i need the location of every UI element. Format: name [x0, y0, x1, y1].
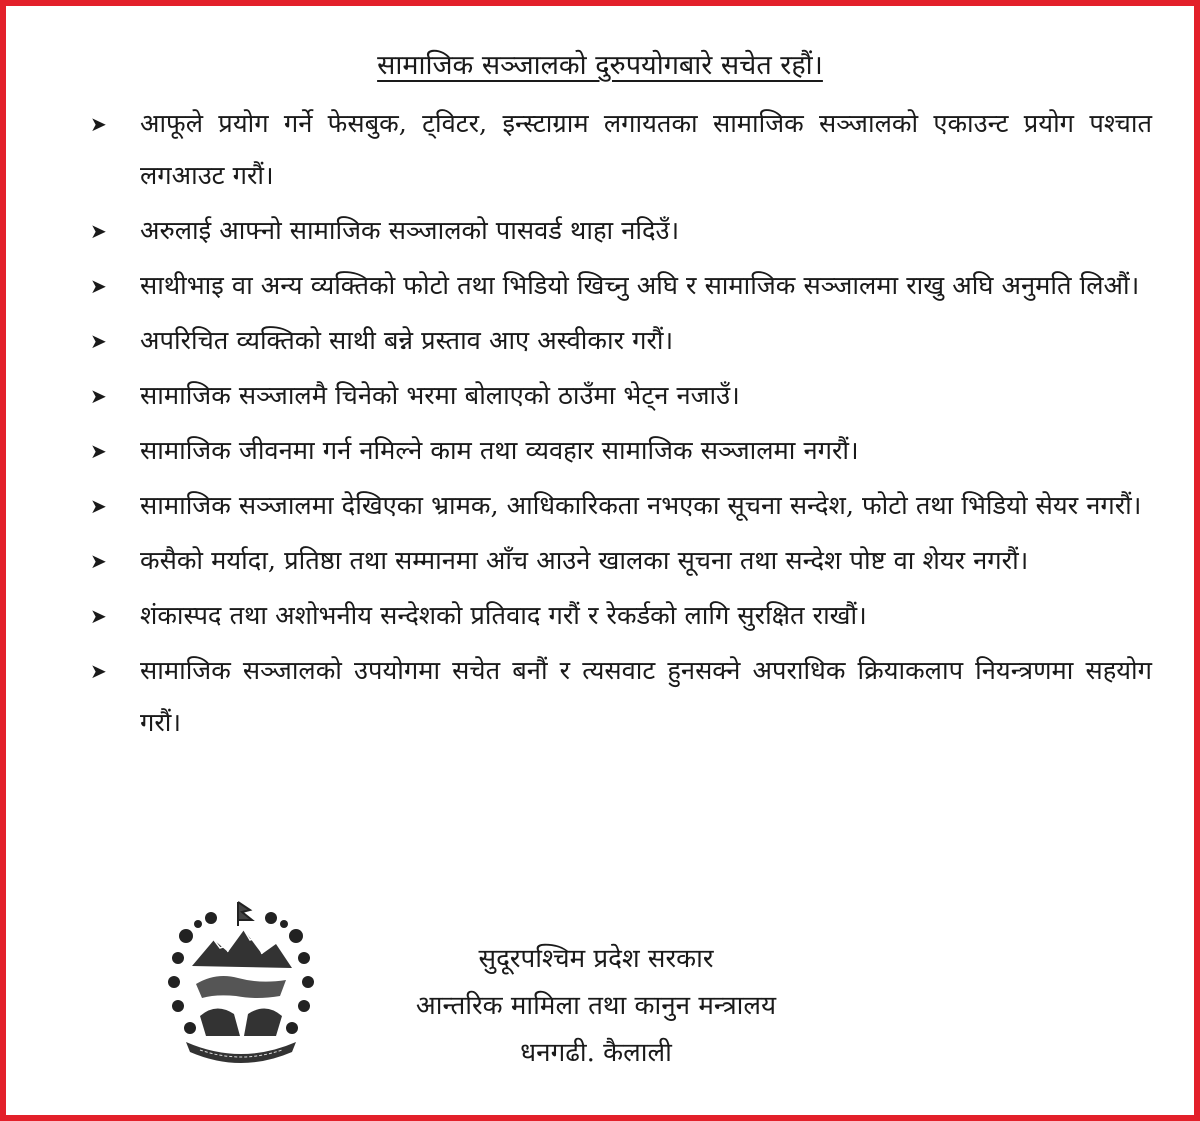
- list-item: [90, 260, 1152, 312]
- office-government-name: सुदूरपश्चिम प्रदेश सरकार: [478, 944, 714, 974]
- list-item: [90, 480, 1152, 532]
- list-item: [90, 205, 1152, 257]
- advice-list: [90, 98, 1152, 752]
- arrow-bullet-icon: ➤: [90, 219, 107, 243]
- arrow-bullet-icon: ➤: [90, 274, 107, 298]
- list-item: [90, 98, 1152, 202]
- list-item-text: अरुलाई आफ्नो सामाजिक सञ्जालको पासवर्ड थाहा नदिउँ।: [140, 216, 680, 246]
- list-item: [90, 645, 1152, 749]
- issuing-office-block: [336, 936, 856, 1077]
- arrow-bullet-icon: ➤: [90, 439, 107, 463]
- arrow-bullet-icon: ➤: [90, 604, 107, 628]
- arrow-bullet-icon: ➤: [90, 494, 107, 518]
- list-item: [90, 590, 1152, 642]
- list-item: [90, 535, 1152, 587]
- list-item: [90, 315, 1152, 367]
- list-item-text: शंकास्पद तथा अशोभनीय सन्देशको प्रतिवाद गरौं र रेकर्डको लागि सुरक्षित राखौं।: [140, 601, 867, 631]
- arrow-bullet-icon: ➤: [90, 549, 107, 573]
- list-item-text: सामाजिक सञ्जालमा देखिएका भ्रामक, आधिकारिकता नभएका सूचना सन्देश, फोटो तथा भिडियो सेयर नगरौं।: [140, 491, 1142, 521]
- arrow-bullet-icon: ➤: [90, 659, 107, 683]
- list-item-text: साथीभाइ वा अन्य व्यक्तिको फोटो तथा भिडियो खिच्नु अघि र सामाजिक सञ्जालमा राखु अघि अनुमति लिऔं।: [140, 271, 1140, 301]
- list-item: [90, 425, 1152, 477]
- list-item-text: अपरिचित व्यक्तिको साथी बन्ने प्रस्ताव आए अस्वीकार गरौं।: [140, 326, 674, 356]
- list-item-text: आफूले प्रयोग गर्ने फेसबुक, ट्विटर, इन्स्टाग्राम लगायतका सामाजिक सञ्जालको एकाउन्ट प्रयोग पश्चात लगआउट गरौं।: [140, 109, 1152, 191]
- office-location: धनगढी. कैलाली: [520, 1038, 672, 1068]
- government-emblem-seal-icon: [156, 896, 326, 1066]
- notice-title: [6, 48, 1194, 84]
- list-item-text: सामाजिक सञ्जालको उपयोगमा सचेत बनौं र त्यसवाट हुनसक्ने अपराधिक क्रियाकलाप नियन्त्रणमा सहयोग गरौं।: [140, 656, 1152, 738]
- office-ministry-name: आन्तरिक मामिला तथा कानुन मन्त्रालय: [415, 991, 777, 1021]
- list-item-text: कसैको मर्यादा, प्रतिष्ठा तथा सम्मानमा आँच आउने खालका सूचना तथा सन्देश पोष्ट वा शेयर नगरौं।: [140, 546, 1029, 576]
- arrow-bullet-icon: ➤: [90, 329, 107, 353]
- list-item-text: सामाजिक सञ्जालमै चिनेको भरमा बोलाएको ठाउँमा भेट्न नजाउँ।: [140, 381, 740, 411]
- arrow-bullet-icon: ➤: [90, 384, 107, 408]
- notice-title-text: सामाजिक सञ्जालको दुरुपयोगबारे सचेत रहौं।: [377, 50, 823, 81]
- list-item-text: सामाजिक जीवनमा गर्न नमिल्ने काम तथा व्यवहार सामाजिक सञ्जालमा नगरौं।: [140, 436, 859, 466]
- arrow-bullet-icon: ➤: [90, 112, 107, 136]
- notice-document: [6, 6, 1194, 1115]
- list-item: [90, 370, 1152, 422]
